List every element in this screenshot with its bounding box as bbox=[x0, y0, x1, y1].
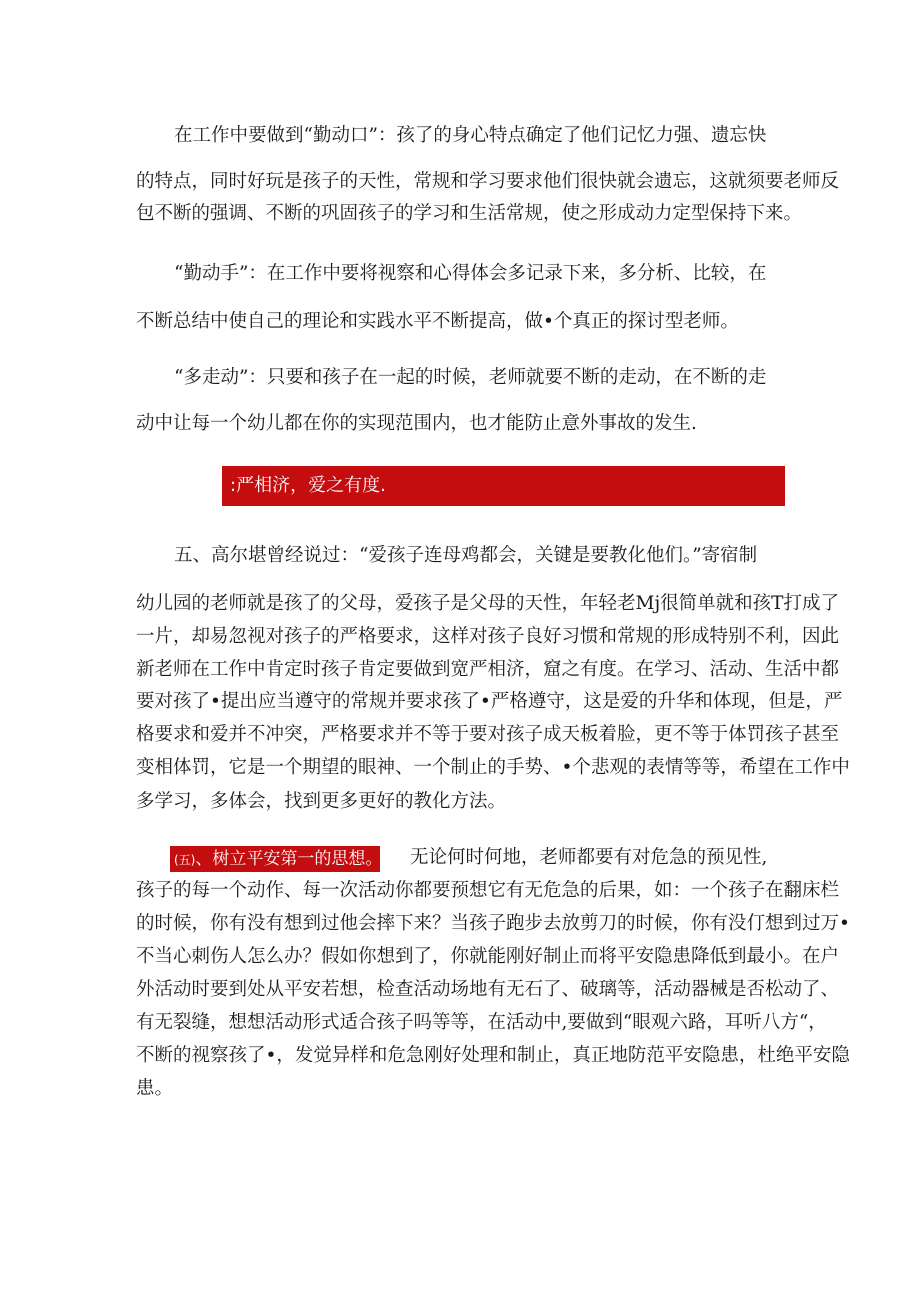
section-heading-banner bbox=[222, 466, 785, 506]
paragraph-line: 包不断的强调、不断的巩固孩子的学习和生活常规，使之形成动力定型保持下来。 bbox=[136, 203, 803, 224]
paragraph-line: 的特点，同时好玩是孩子的天性，常规和学习要求他们很快就会遗忘，这就须要老师反 bbox=[136, 171, 840, 192]
paragraph-line: 有无裂缝，想想活动形式适合孩子吗等等，在活动中,要做到“眼观六路，耳听八方“， bbox=[136, 1012, 827, 1033]
section-tag bbox=[170, 846, 383, 872]
paragraph-line: 不断总结中使自己的理论和实践水平不断提高，做•个真正的探讨型老师。 bbox=[136, 311, 739, 332]
paragraph-line: 外活动时要到处从平安若想，检查活动场地有无石了、破璃等，活动器械是否松动了、 bbox=[136, 979, 840, 1000]
paragraph-line: 不当心刺伤人怎么办？假如你想到了，你就能刚好制止而将平安隐患降低到最小。在户 bbox=[136, 946, 840, 967]
paragraph-line: 要对孩了•提出应当遵守的常规并要求孩了•严格遵守，这是爱的升华和体现，但是，严 bbox=[136, 691, 843, 712]
paragraph-line: 格要求和爱并不冲突，严格要求并不等于要对孩子成天板着脸，更不等于体罚孩子甚至 bbox=[136, 724, 840, 745]
paragraph-line: 孩子的每一个动作、每一次活动你都要预想它有无危急的后果，如：一个孩子在翻床栏 bbox=[136, 880, 840, 901]
paragraph-line: 一片，却易忽视对孩子的严格要求，这样对孩子良好习惯和常规的形成特别不利，因此 bbox=[136, 626, 840, 647]
paragraph-line: 的时候，你有没有想到过他会摔下来？当孩子跑步去放剪刀的时候，你有没仃想到过万• bbox=[136, 913, 850, 934]
paragraph-line: 变相体罚，它是一个期望的眼神、一个制止的手势、•个悲观的表情等等，希望在工作中 bbox=[136, 757, 850, 778]
paragraph-line: 不断的视察孩了•，发觉异样和危急刚好处理和制止，真正地防范平安隐患，杜绝平安隐 bbox=[136, 1045, 850, 1066]
paragraph-line: 动中让每一个幼儿都在你的实现范围内，也才能防止意外事故的发生. bbox=[136, 413, 697, 434]
paragraph-line: 幼儿园的老师就是孩了的父母，爱孩子是父母的天性，年轻老Mj很简单就和孩T打成了 bbox=[136, 593, 840, 614]
section-tag-prefix: (五) bbox=[174, 853, 196, 867]
paragraph-line: 新老师在工作中肯定时孩子肯定要做到宽严相济，窟之有度。在学习、活动、生活中都 bbox=[136, 659, 840, 680]
paragraph-line: “勤动手”：在工作中要将视察和心得体会多记录下来，多分析、比较，在 bbox=[174, 263, 767, 284]
paragraph-line: 在工作中要做到“勤动口”：孩了的身心特点确定了他们记忆力强、遗忘快 bbox=[174, 125, 767, 146]
paragraph-line: 多学习，多体会，找到更多更好的教化方法。 bbox=[136, 791, 507, 812]
paragraph-line: 五、高尔堪曾经说过：“爱孩子连母鸡都会，关键是要教化他们。”寄宿制 bbox=[174, 545, 758, 566]
paragraph-line: 患。 bbox=[136, 1078, 174, 1099]
section-heading: :严相济，爱之有度. bbox=[230, 475, 386, 496]
paragraph-line: “多走动”：只要和孩子在一起的时候，老师就要不断的走动，在不断的走 bbox=[174, 367, 767, 388]
section-tag-label: 、树立平安第一的思想。 bbox=[195, 849, 383, 869]
paragraph-line: 无论何时何地，老师都要有对危急的预见性, bbox=[410, 847, 768, 868]
section-tag-text bbox=[174, 847, 382, 872]
